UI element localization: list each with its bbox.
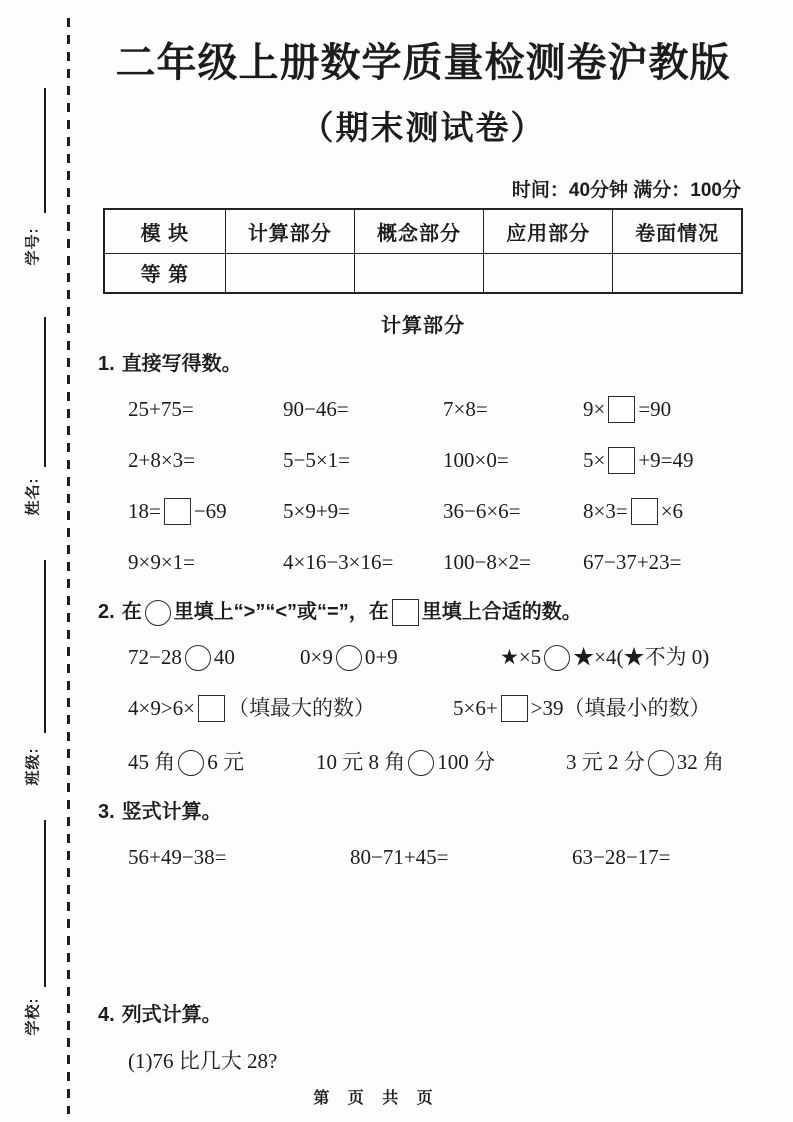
- grade-cell-empty: [225, 253, 354, 293]
- q2-number: 2.: [98, 601, 115, 623]
- section-title: 计算部分: [381, 315, 465, 337]
- q2-heading: [98, 598, 743, 626]
- math-expression: 5−5×1=: [283, 448, 351, 472]
- math-expression: 8×3= ×6: [583, 499, 684, 523]
- math-expression: 56+49−38=: [128, 845, 227, 869]
- margin-label-class: 班级:: [24, 747, 42, 786]
- math-expression: 5× +9=49: [583, 448, 694, 472]
- q2-row: [128, 747, 743, 777]
- q4-number: 4.: [98, 1004, 115, 1026]
- student-info-write-line: [44, 560, 46, 733]
- answer-box: [392, 599, 419, 626]
- math-expression: 3 元 2 分 32 角: [566, 750, 724, 774]
- time-score-info: 时间：40分钟 满分：100分: [511, 180, 741, 201]
- q1-title: 直接写得数。: [121, 353, 242, 375]
- math-expression: 9× =90: [583, 397, 672, 421]
- score-table-header-row: [104, 209, 742, 253]
- q1-number: 1.: [98, 353, 115, 375]
- q3-number: 3.: [98, 801, 115, 823]
- margin-label-name: 姓名:: [24, 477, 42, 516]
- math-expression: 45 角 6 元: [128, 750, 244, 774]
- math-expression: 5×6+ >39（填最小的数）: [453, 696, 711, 720]
- score-table: [103, 208, 743, 294]
- comparison-circle: [648, 750, 674, 776]
- answer-box: [198, 695, 225, 722]
- math-expression: 10 元 8 角 100 分: [316, 750, 495, 774]
- student-info-write-line: [44, 88, 46, 213]
- math-expression: 4×16−3×16=: [283, 550, 394, 574]
- q1-row: [128, 445, 743, 475]
- answer-box: [608, 396, 635, 423]
- grade-cell-empty: [484, 253, 613, 293]
- math-expression: 100−8×2=: [443, 550, 532, 574]
- math-expression: 63−28−17=: [572, 845, 671, 869]
- math-expression: 80−71+45=: [350, 845, 449, 869]
- score-table-header: 概念部分: [354, 209, 483, 253]
- math-expression: 90−46=: [283, 397, 349, 421]
- q1-heading: [98, 350, 743, 378]
- student-info-write-line: [44, 820, 46, 987]
- math-expression: 4×9>6× （填最大的数）: [128, 696, 376, 720]
- score-table-header: 模 块: [104, 209, 225, 253]
- binding-dashed-line: [67, 18, 70, 1114]
- grade-row-label: 等 第: [104, 253, 225, 293]
- grade-cell-empty: [613, 253, 742, 293]
- vertical-calculation-workspace: [103, 893, 743, 989]
- math-expression: 5×9+9=: [283, 499, 351, 523]
- comparison-circle: [145, 600, 171, 626]
- q4-heading: [98, 1001, 743, 1029]
- q2-title: 在 里填上“>”“<”或“=”，在 里填上合适的数。: [122, 601, 582, 623]
- student-info-write-line: [44, 317, 46, 467]
- q2-row: [128, 642, 743, 672]
- math-expression: 7×8=: [443, 397, 488, 421]
- q2-row: [128, 693, 743, 723]
- math-expression: 36−6×6=: [443, 499, 521, 523]
- q3-title: 竖式计算。: [121, 801, 222, 823]
- q1-row: [128, 496, 743, 526]
- score-table-grade-row: [104, 253, 742, 293]
- comparison-circle: [336, 645, 362, 671]
- answer-box: [608, 447, 635, 474]
- q1-row: [128, 394, 743, 424]
- math-expression: 18= −69: [128, 499, 227, 523]
- math-expression: 25+75=: [128, 397, 194, 421]
- math-expression: 100×0=: [443, 448, 509, 472]
- score-table-header: 计算部分: [225, 209, 354, 253]
- q1-row: [128, 547, 743, 577]
- margin-label-school: 学校:: [24, 997, 42, 1036]
- q3-heading: [98, 798, 743, 826]
- math-expression: 9×9×1=: [128, 550, 196, 574]
- answer-box: [501, 695, 528, 722]
- grade-cell-empty: [354, 253, 483, 293]
- answer-box: [631, 498, 658, 525]
- comparison-circle: [178, 750, 204, 776]
- math-expression: 0×9 0+9: [300, 645, 398, 669]
- q4-item: (1)76 比几大 28?: [128, 1049, 278, 1073]
- paper-content: [98, 40, 743, 1075]
- comparison-circle: [408, 750, 434, 776]
- math-expression: ★×5 ★×4(★不为 0): [500, 645, 710, 669]
- q4-title: 列式计算。: [121, 1004, 222, 1026]
- math-expression: 72−28 40: [128, 645, 235, 669]
- margin-label-student-number: 学号:: [24, 227, 42, 266]
- paper-subtitle: （期末测试卷）: [300, 109, 546, 146]
- comparison-circle: [544, 645, 570, 671]
- score-table-header: 卷面情况: [613, 209, 742, 253]
- paper-title: 二年级上册数学质量检测卷沪教版: [115, 41, 731, 85]
- score-table-header: 应用部分: [484, 209, 613, 253]
- q3-row: [128, 842, 743, 872]
- page-footer: 第 页 共 页: [313, 1090, 440, 1107]
- math-expression: 67−37+23=: [583, 550, 682, 574]
- comparison-circle: [185, 645, 211, 671]
- answer-box: [164, 498, 191, 525]
- math-expression: 2+8×3=: [128, 448, 196, 472]
